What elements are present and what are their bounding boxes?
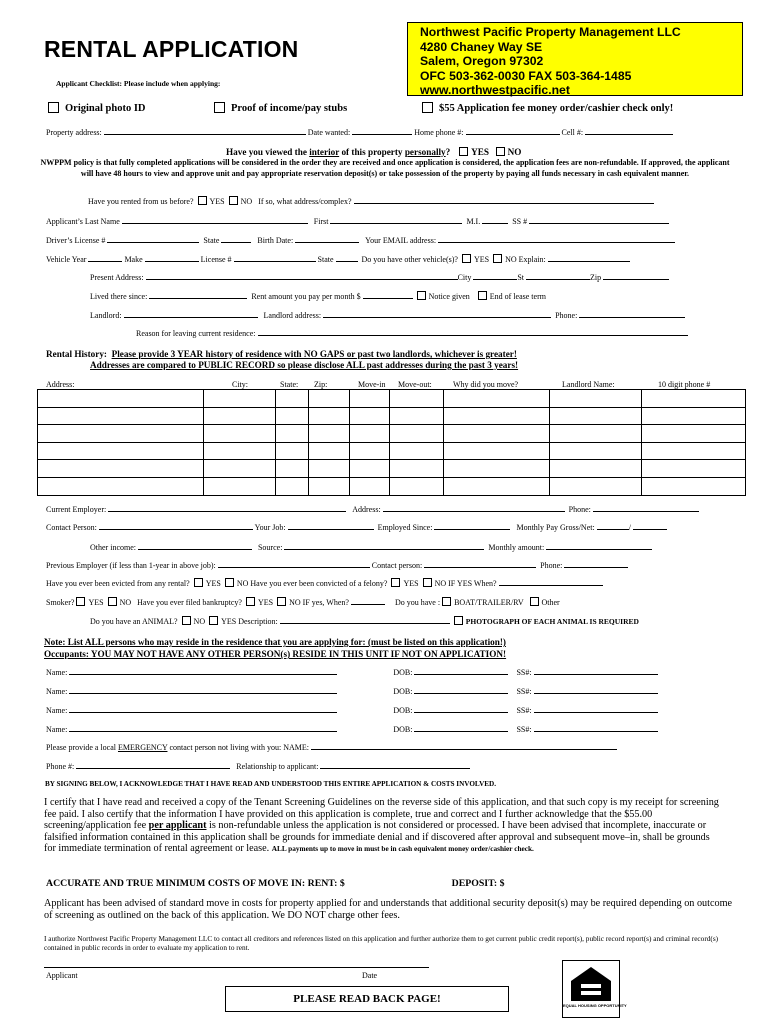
table-row	[38, 425, 746, 443]
rh-col-phone: 10 digit phone #	[658, 380, 711, 389]
end-of-lease-checkbox[interactable]	[478, 291, 487, 300]
previous-phone-field[interactable]	[564, 560, 628, 568]
advised-text: Applicant has been advised of standard move in costs for property applied for and understands that additional security deposit(s) may be required depending on outcome of screening as outlined on the back of this application. We DO NOT charge other fees.	[44, 898, 733, 921]
smoker-yes-checkbox[interactable]	[76, 597, 85, 606]
monthly-gross-field[interactable]	[597, 522, 629, 530]
income-source-field[interactable]	[284, 542, 484, 550]
present-address-field[interactable]	[146, 272, 458, 280]
viewed-question: Have you viewed the interior of this property personally? YES NO	[226, 147, 522, 157]
contact-row: Contact Person: Your Job: Employed Since: Monthly Pay Gross/Net: /	[46, 522, 667, 532]
previous-employer-row: Previous Employer (if less than 1-year in above job): Contact person: Phone:	[46, 560, 628, 570]
boat-checkbox[interactable]	[442, 597, 451, 606]
smoker-row: Smoker? YES NO Have you ever filed bankruptcy? YES NO IF yes, When? Do you have : BOAT/TRAILER/RV Other	[46, 598, 560, 607]
vehicle-make-field[interactable]	[145, 254, 199, 262]
occupant-dob-field[interactable]	[414, 686, 508, 694]
eho-caption: EQUAL HOUSING OPPORTUNITY	[563, 1003, 627, 1008]
fee-checkbox[interactable]	[422, 102, 433, 113]
other-income-row: Other income: Source: Monthly amount:	[90, 542, 652, 552]
checklist-item-income: Proof of income/pay stubs	[214, 102, 347, 114]
employer-phone-field[interactable]	[593, 504, 699, 512]
emergency-row: Please provide a local EMERGENCY contact person not living with you: NAME:	[46, 742, 617, 752]
license-row: Driver’s License # State Birth Date: Your EMAIL address:	[46, 235, 675, 245]
home-phone-field[interactable]	[466, 127, 560, 135]
table-row	[38, 442, 746, 460]
company-info-box	[407, 22, 743, 96]
your-job-field[interactable]	[288, 522, 374, 530]
company-phones: OFC 503-362-0030 FAX 503-364-1485	[420, 68, 632, 83]
occupant-row: Name: DOB: SS#:	[46, 705, 658, 715]
current-employer-field[interactable]	[108, 504, 346, 512]
previous-employer-field[interactable]	[218, 560, 370, 568]
emergency-name-field[interactable]	[311, 742, 617, 750]
other-income-field[interactable]	[138, 542, 252, 550]
reason-field[interactable]	[258, 328, 688, 336]
contact-person-field[interactable]	[99, 522, 253, 530]
applicant-label: Applicant	[46, 971, 78, 980]
monthly-net-field[interactable]	[633, 522, 667, 530]
occupant-dob-field[interactable]	[414, 667, 508, 675]
applicant-name-row: Applicant’s Last Name First M.I. SS #	[46, 216, 669, 226]
landlord-phone-field[interactable]	[579, 310, 685, 318]
occupant-row: Name: DOB: SS#:	[46, 724, 658, 734]
viewed-yes-checkbox[interactable]	[459, 147, 468, 156]
mi-field[interactable]	[482, 216, 508, 224]
emergency-phone-row: Phone #: Relationship to applicant:	[46, 761, 470, 771]
animal-yes-checkbox[interactable]	[209, 616, 218, 625]
occupant-dob-field[interactable]	[414, 724, 508, 732]
last-name-field[interactable]	[122, 216, 308, 224]
prior-address-field[interactable]	[354, 196, 654, 204]
rental-history-sub: Addresses are compared to PUBLIC RECORD so please disclose ALL past addresses during the past 3 years!	[90, 360, 519, 370]
rh-col-landlord: Landlord Name:	[562, 380, 615, 389]
felony-when-field[interactable]	[499, 578, 603, 586]
birth-date-field[interactable]	[295, 235, 359, 243]
animal-description-field[interactable]	[280, 616, 450, 624]
other-vehicles-no-checkbox[interactable]	[493, 254, 502, 263]
emergency-phone-field[interactable]	[76, 761, 230, 769]
bankruptcy-yes-checkbox[interactable]	[246, 597, 255, 606]
rented-no-checkbox[interactable]	[229, 196, 238, 205]
equal-housing-icon	[562, 960, 627, 1018]
company-website: www.northwestpacific.net	[420, 83, 570, 97]
property-row: Property address: Date wanted: Home phone #: Cell #:	[46, 127, 673, 137]
occupant-row: Name: DOB: SS#:	[46, 667, 658, 677]
felony-no-checkbox[interactable]	[423, 578, 432, 587]
relationship-field[interactable]	[320, 761, 470, 769]
occupant-ss-field[interactable]	[534, 667, 658, 675]
rent-amount-field[interactable]	[363, 291, 413, 299]
rented-before-row: Have you rented from us before? YES NO If so, what address/complex?	[88, 196, 654, 206]
policy-text: NWPPM policy is that fully completed applications will be considered in the order they are received and once application is considered, the application fees are non-refundable. If approved, the applicant will have 48 hours to view and approve unit and pay appropriate reservation deposit(s) or take possession of the property by paying all funds necessary in cash equivalent manner.	[40, 158, 730, 178]
present-address-row: Present Address: City St Zip	[90, 272, 669, 282]
evicted-no-checkbox[interactable]	[225, 578, 234, 587]
email-field[interactable]	[438, 235, 675, 243]
acknowledge-text: BY SIGNING BELOW, I ACKNOWLEDGE THAT I HAVE READ AND UNDERSTOOD THIS ENTIRE APPLICATION & COSTS INVOLVED.	[45, 780, 497, 788]
explain-field[interactable]	[548, 254, 630, 262]
occupant-row: Name: DOB: SS#:	[46, 686, 658, 696]
previous-contact-field[interactable]	[424, 560, 536, 568]
rental-history-heading: Rental History: Please provide 3 YEAR history of residence with NO GAPS or past two landlords, whichever is greater!	[46, 349, 517, 359]
present-state-field[interactable]	[526, 272, 590, 280]
company-city: Salem, Oregon 97302	[420, 54, 544, 68]
notice-given-checkbox[interactable]	[417, 291, 426, 300]
employer-address-field[interactable]	[383, 504, 565, 512]
move-in-costs: ACCURATE AND TRUE MINIMUM COSTS OF MOVE IN: RENT: $ DEPOSIT: $	[46, 878, 505, 889]
dl-state-field[interactable]	[221, 235, 251, 243]
landlord-address-field[interactable]	[323, 310, 551, 318]
bankruptcy-no-checkbox[interactable]	[277, 597, 286, 606]
lived-since-field[interactable]	[149, 291, 247, 299]
occupants-note: Note: List ALL persons who may reside in the residence that you are applying for: (must be listed on this application!) Occupants: YOU MAY NOT HAVE ANY OTHER PERSON(s) RESIDE IN THIS UNIT IF NOT ON APPLICATION!	[44, 637, 507, 659]
evicted-yes-checkbox[interactable]	[194, 578, 203, 587]
rental-history-table	[37, 389, 746, 496]
date-label: Date	[362, 971, 378, 980]
animal-row: Do you have an ANIMAL? NO YES Description: PHOTOGRAPH OF EACH ANIMAL IS REQUIRED	[90, 617, 639, 626]
table-row	[38, 390, 746, 408]
occupant-name-field[interactable]	[69, 705, 337, 713]
rh-col-city: City:	[232, 380, 249, 389]
lived-since-row: Lived there since: Rent amount you pay per month $ Notice given End of lease term	[90, 292, 546, 301]
other-checkbox[interactable]	[530, 597, 539, 606]
page-title: RENTAL APPLICATION	[44, 36, 299, 62]
rh-col-state: State:	[280, 380, 299, 389]
reason-row: Reason for leaving current residence:	[136, 328, 688, 338]
occupant-name-field[interactable]	[69, 667, 337, 675]
checklist-label: Applicant Checklist: Please include when applying:	[56, 79, 221, 88]
rh-col-moveout: Move-out:	[398, 380, 432, 389]
occupant-ss-field[interactable]	[534, 686, 658, 694]
other-vehicles-yes-checkbox[interactable]	[462, 254, 471, 263]
smoker-no-checkbox[interactable]	[108, 597, 117, 606]
monthly-amount-field[interactable]	[546, 542, 652, 550]
animal-no-checkbox[interactable]	[182, 616, 191, 625]
table-row	[38, 407, 746, 425]
viewed-no-checkbox[interactable]	[496, 147, 505, 156]
date-wanted-field[interactable]	[352, 127, 412, 135]
checklist-item-photo-id: Original photo ID	[48, 102, 146, 114]
vehicle-row: Vehicle Year Make License # State Do you have other vehicle(s)? YES NO Explain:	[46, 254, 630, 264]
company-street: 4280 Chaney Way SE	[420, 39, 543, 54]
present-city-field[interactable]	[473, 272, 517, 280]
rented-yes-checkbox[interactable]	[198, 196, 207, 205]
checklist-item-fee: $55 Application fee money order/cashier check only!	[422, 102, 673, 114]
cell-phone-field[interactable]	[585, 127, 673, 135]
animal-photo-checkbox[interactable]	[454, 616, 463, 625]
rh-col-why: Why did you move?	[453, 380, 519, 389]
felony-yes-checkbox[interactable]	[391, 578, 400, 587]
signature-line[interactable]	[44, 967, 429, 968]
present-zip-field[interactable]	[603, 272, 669, 280]
rh-col-address: Address:	[46, 380, 75, 389]
occupant-name-field[interactable]	[69, 686, 337, 694]
property-address-field[interactable]	[104, 127, 306, 135]
vehicle-year-field[interactable]	[88, 254, 122, 262]
photo-id-checkbox[interactable]	[48, 102, 59, 113]
employer-row: Current Employer: Address: Phone:	[46, 504, 699, 514]
authorize-text: I authorize Northwest Pacific Property Management LLC to contact all creditors and references listed on this application and further authorize them to get current public credit report(s), public record report(s) and criminal record(s) contained in public records in order to evaluate my application to rent.	[44, 934, 719, 952]
employed-since-field[interactable]	[434, 522, 510, 530]
read-back-banner: PLEASE READ BACK PAGE!	[225, 986, 509, 1012]
table-row	[38, 477, 746, 495]
rh-col-zip: Zip:	[314, 380, 328, 389]
company-name: Northwest Pacific Property Management LLC	[420, 25, 681, 39]
occupant-dob-field[interactable]	[414, 705, 508, 713]
certify-text: I certify that I have read and received a copy of the Tenant Screening Guidelines on the reverse side of this application, and that such copy is my receipt for screening fee paid. I also certify that the information I have provided on this application is complete, true and correct and I further acknowledge that the $55.00 screening/application fee per applicant is non-refundable unless the application is not considered or processed. I have been advised that incomplete, inaccurate or falsified information contained in this application shall be grounds for immediate denial and if discovered after approval and subsequent move–in, shall be grounds for immediate termination of rental agreement or lease. ALL payments up to move in must be in cash equivalent money order/cashier check.	[44, 797, 719, 855]
income-checkbox[interactable]	[214, 102, 225, 113]
occupant-name-field[interactable]	[69, 724, 337, 732]
landlord-row: Landlord: Landlord address: Phone:	[90, 310, 685, 320]
table-row	[38, 460, 746, 478]
occupant-ss-field[interactable]	[534, 724, 658, 732]
bankruptcy-when-field[interactable]	[351, 597, 385, 605]
dl-field[interactable]	[107, 235, 199, 243]
ss-field[interactable]	[529, 216, 669, 224]
vehicle-license-field[interactable]	[234, 254, 316, 262]
first-name-field[interactable]	[330, 216, 462, 224]
occupant-ss-field[interactable]	[534, 705, 658, 713]
eviction-row: Have you ever been evicted from any rental? YES NO Have you ever been convicted of a felony? YES NO IF YES When?	[46, 578, 603, 588]
vehicle-state-field[interactable]	[336, 254, 358, 262]
landlord-field[interactable]	[124, 310, 258, 318]
rh-col-movein: Move-in	[358, 380, 386, 389]
